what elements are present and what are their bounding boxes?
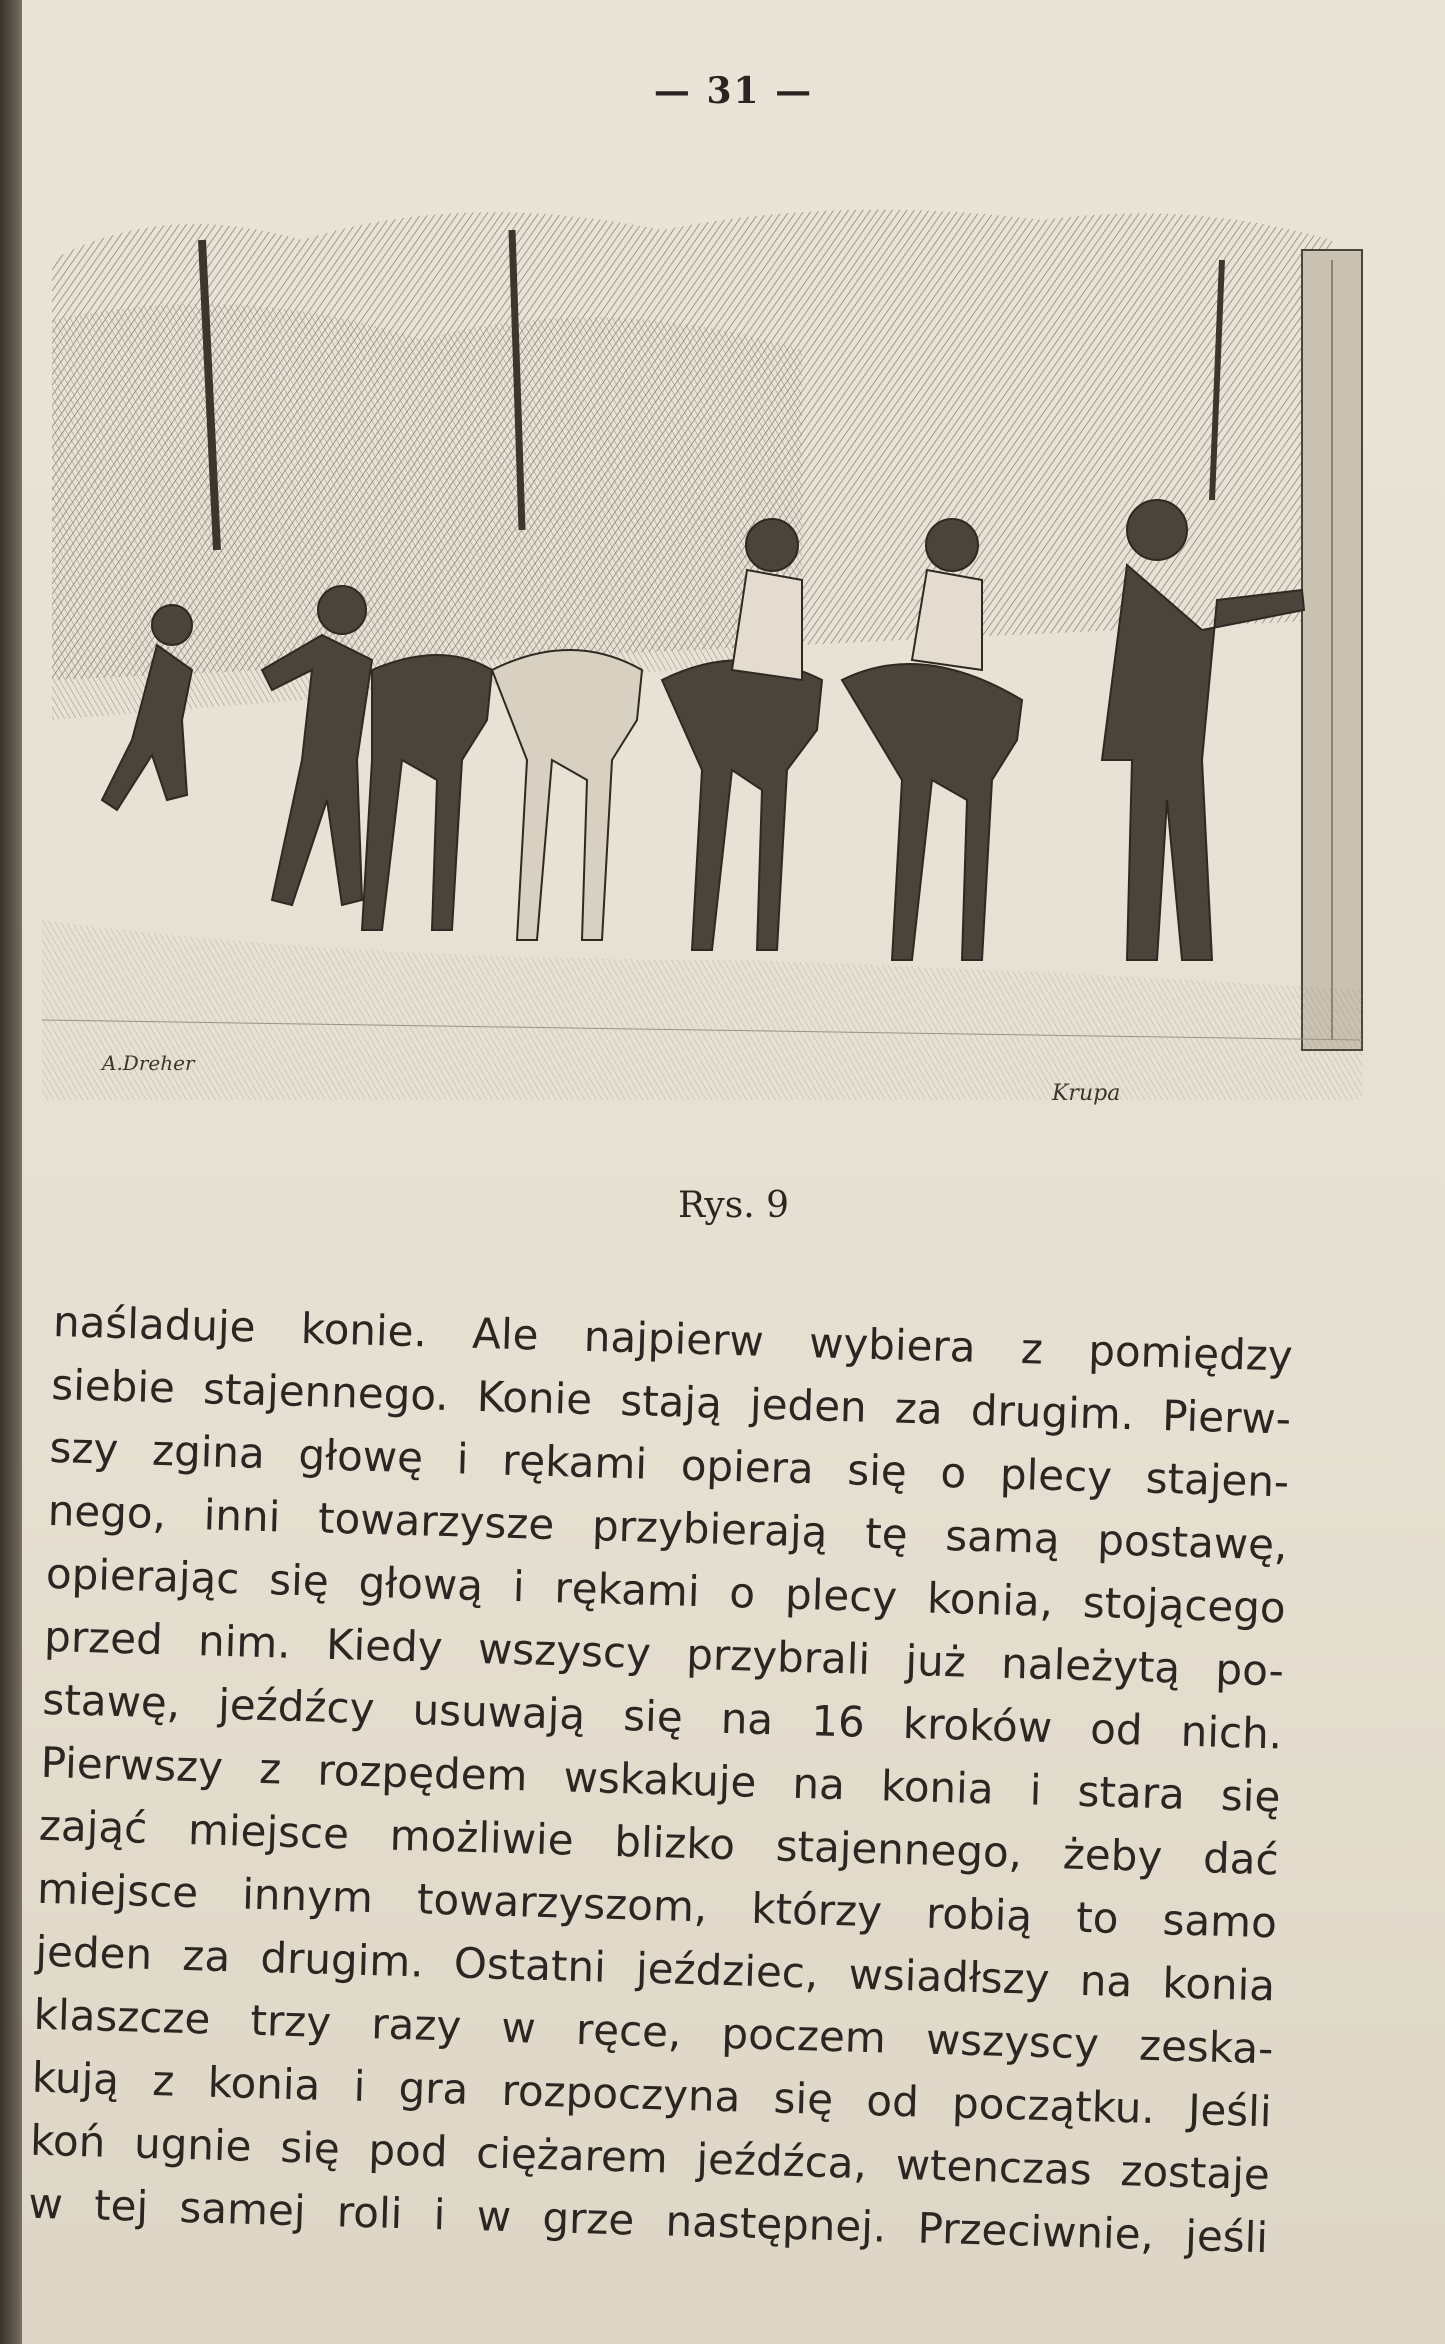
text-line: miejsce innym towarzyszom, którzy robią to samo <box>36 1863 1278 1948</box>
figure-caption: Rys. 9 <box>677 1185 790 1226</box>
text-line: w tej samej roli i w grze następnej. Przeciwnie, jeśli <box>27 2178 1269 2263</box>
text-line: koń ugnie się pod ciężarem jeźdźca, wtenczas zostaje <box>29 2115 1271 2200</box>
text-line: przed nim. Kiedy wszyscy przybrali już należytą po- <box>43 1611 1285 1696</box>
text-line: siebie stajennego. Konie stają jeden za drugim. Pierw- <box>50 1359 1292 1444</box>
engraving-illustration <box>42 200 1382 1140</box>
text-line: Pierwszy z rozpędem wskakuje na konia i stara się <box>40 1737 1282 1822</box>
text-line: opierając się głową i rękami o plecy konia, stojącego <box>45 1548 1287 1633</box>
text-line: kują z konia i gra rozpoczyna się od początku. Jeśli <box>31 2052 1273 2137</box>
text-line: naśladuje konie. Ale najpierw wybiera z pomiędzy <box>52 1296 1294 1381</box>
artist-signature-right: Krupa <box>1052 1081 1121 1106</box>
book-page <box>22 0 1445 2344</box>
text-line: stawę, jeźdźcy usuwają się na 16 kroków od nich. <box>41 1674 1283 1759</box>
artist-signature-left: A.Dreher <box>102 1051 195 1075</box>
page-number: — 31 — <box>653 70 814 112</box>
text-line: klaszcze trzy razy w ręce, poczem wszyscy zeska- <box>33 1989 1274 2074</box>
text-line: nego, inni towarzysze przybierają tę samą postawę, <box>47 1485 1289 1570</box>
text-line: zająć miejsce możliwie blizko stajennego, żeby dać <box>38 1800 1280 1885</box>
text-line: szy zgina głowę i rękami opiera się o plecy stajen- <box>48 1422 1290 1507</box>
text-line: jeden za drugim. Ostatni jeździec, wsiadłszy na konia <box>34 1926 1276 2011</box>
body-text <box>28 1290 1294 2269</box>
